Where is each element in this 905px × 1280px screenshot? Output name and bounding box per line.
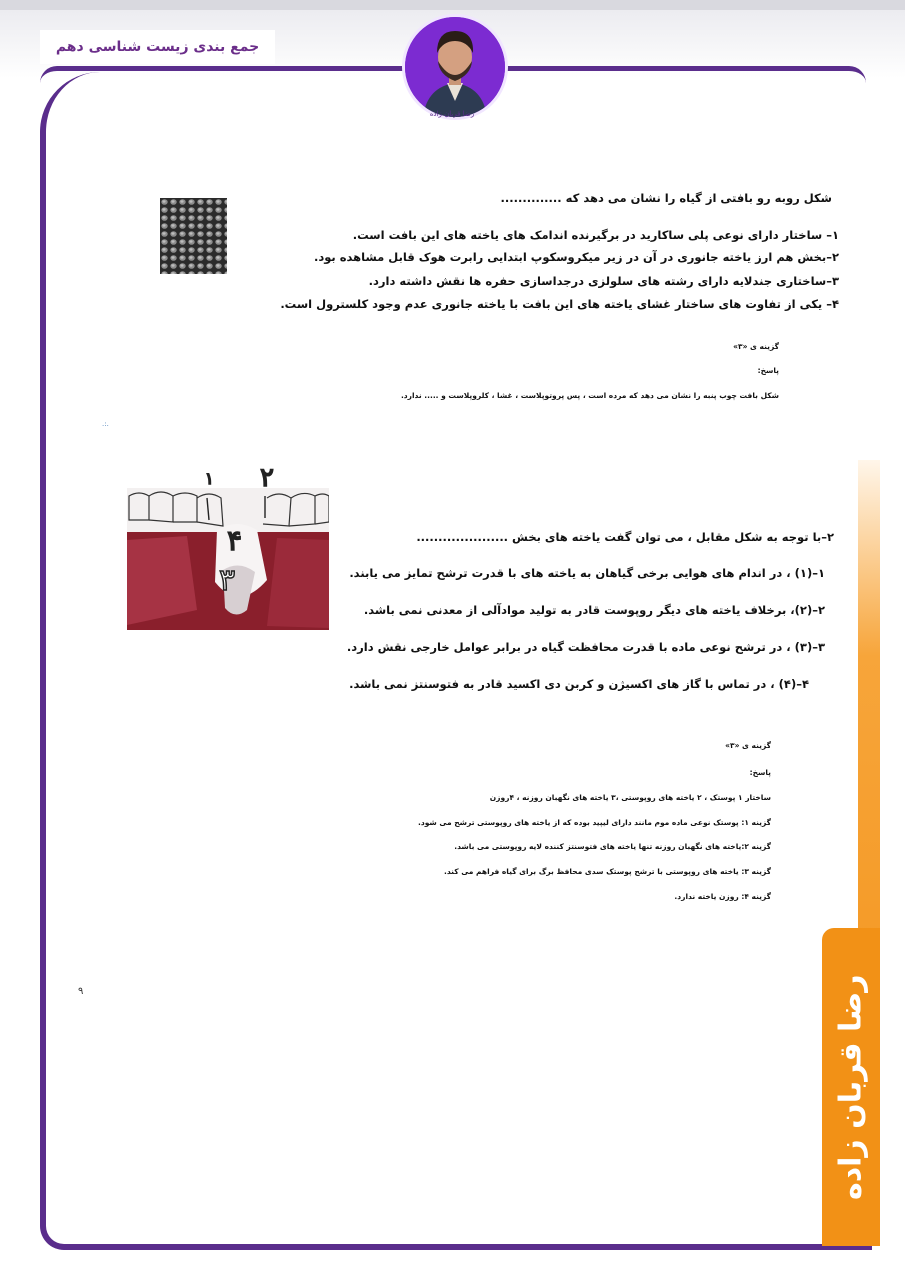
- q1-title: شکل روبه رو بافتی از گیاه را نشان می دهد که ..............: [500, 191, 832, 205]
- q1-option-2: ۲–بخش هم ارز یاخته جانوری در آن در زیر میکروسکوپ ابتدایی رابرت هوک قابل مشاهده بود.: [313, 250, 839, 264]
- q1-option-3: ۳–ساختاری جندلایه دارای رشته های سلولزی درجداسازی حفره ها نقش داشته دارد.: [368, 274, 839, 288]
- q2-answer-line-5: گزینه ۴: روزن یاخته ندارد.: [674, 892, 771, 901]
- q2-option-3: ۳–(۳) ، در ترشح نوعی ماده با قدرت محافظت گیاه در برابر عوامل خارجی نقش دارد.: [346, 640, 825, 654]
- page-number: ۹: [78, 986, 84, 997]
- avatar-caption: رضا قربان زاده: [429, 110, 475, 118]
- figure-label-3: ۳: [219, 563, 236, 598]
- figure-label-1: ۱: [205, 469, 214, 488]
- page-header-title: جمع بندی زیست شناسی دهم: [40, 30, 275, 64]
- figure-label-4: ۴: [227, 524, 243, 557]
- q2-answer-line-2: گزینه ۱: پوستک نوعی ماده موم مانند دارای لیپید بوده که از یاخته های روپوستی ترشح می شود.: [418, 818, 771, 827]
- q2-answer-line-3: گزینه ۲:یاخته های نگهبان روزنه تنها یاخته های فتوسنتز کننده لایه روپوستی می باشد.: [454, 842, 771, 851]
- q1-option-1: ۱– ساختار دارای نوعی پلی ساکارید در برگیرنده اندامک های یاخته های این بافت است.: [352, 228, 839, 242]
- q2-option-4: ۴–(۴) ، در تماس با گاز های اکسیژن و کربن دی اکسید قادر به فتوسنتز نمی باشد.: [349, 677, 809, 691]
- header-strip: [0, 0, 905, 10]
- cork-tissue-image: [160, 198, 227, 274]
- leaf-epidermis-image: [127, 460, 329, 630]
- q2-title: ۲–با توجه به شکل مقابل ، می توان گفت یاخته های بخش .....................: [416, 530, 834, 544]
- q1-option-4: ۴– یکی از تفاوت های ساختار غشای یاخته های این بافت با یاخته جانوری عدم وجود کلسترول است.: [280, 297, 839, 311]
- q1-answer-label: پاسخ:: [757, 366, 779, 375]
- q1-answer-text: شکل بافت چوب پنبه را نشان می دهد که مرده است ، پس پروتوپلاست ، غشا ، کلروپلاست و ..... ندارد.: [400, 391, 779, 400]
- q2-answer-line-1: ساختار ۱ پوستک ، ۲ یاخته های روپوستی ،۳ یاخته های نگهبان روزنه ، ۴روزن: [489, 793, 771, 802]
- q2-answer-label: پاسخ:: [749, 768, 771, 777]
- q2-option-1: ۱–(۱) ، در اندام های هوایی برخی گیاهان به یاخته های با قدرت ترشح تمایز می یابند.: [349, 566, 825, 580]
- q1-answer-choice: گزینه ی «۳»: [733, 342, 779, 351]
- q2-answer-choice: گزینه ی «۳»: [725, 741, 771, 750]
- q2-answer-line-4: گزینه ۳: یاخته های روپوستی با ترشح پوستک سدی محافظ برگ برای گیاه فراهم می کند.: [443, 867, 771, 876]
- stray-mark: .:.: [102, 420, 109, 428]
- author-name: رضا قربان زاده: [833, 974, 869, 1200]
- figure-label-2: ۲: [260, 463, 274, 493]
- q2-option-2: ۲–(۲)، برخلاف یاخته های دیگر روپوست قادر به تولید موادآلی از معدنی نمی باشد.: [363, 603, 825, 617]
- person-icon: [405, 17, 505, 117]
- author-avatar: [402, 14, 508, 120]
